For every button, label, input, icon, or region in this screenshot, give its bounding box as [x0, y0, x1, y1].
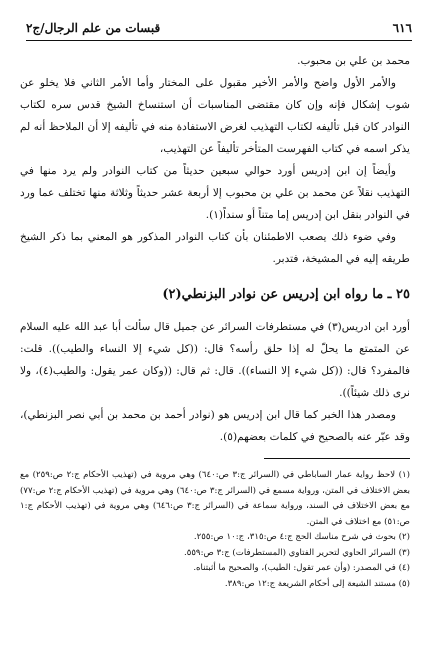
footnote: (٥) مستند الشيعة إلى أحكام الشريعة ج:١٢ ص:٣٨٩. [224, 578, 410, 589]
paragraph: محمد بن علي بن محبوب. [297, 55, 410, 67]
paragraph: وفي ضوء ذلك يصعب الاطمئنان بأن كتاب النوادر المذكور هو المعني بما ذكر الشيخ طريقه إليه في المشيخة، فتدبر. [20, 231, 410, 265]
footnote: (٢) بحوث في شرح مناسك الحج ج:٤ ص:٣١٥، ج:١٠ ص:٢٥٥. [193, 532, 410, 542]
paragraph: أورد ابن ادريس(٣) في مستطرفات السرائر عن جميل قال سألت أبا عبد الله عليه السلام عن المتمتع ما يحلّ له إذا حلق رأسه؟ قال: ((كل شيء إلا النساء والطيب)). قلت: فالمفرد؟ قال: ((كل شيء إلا النساء)). قال: ثم قال: ((وكان عمر يقول: والطيب(٤)، ولا نرى ذلك شيئاً)). [20, 321, 411, 399]
running-title: قبسات من علم الرجال/ج٢ [26, 21, 161, 35]
footnotes [20, 468, 410, 592]
footnote-divider [264, 458, 410, 459]
footnote: (٤) في المصدر: (وأن عمر تقول: الطيب)، والصحيح ما أثبتناه. [193, 563, 410, 573]
section-heading: ٢٥ ـ ما رواه ابن إدريس عن نوادر البزنطي(٢) [162, 287, 410, 302]
footnote: (١) لاحظ رواية عمار الساباطي في (السرائر ج:٣ ص:٦٤٠) وهي مروية في (تهذيب الأحكام ج:٢ ص:٢٥٩) مع بعض الاختلاف في المتن، ورواية مسمع في (السرائر ج:٣ ص:٦٤٠) وهي مروية في (تهذيب الأحكام ج:٢ ص:٧٧) مع بعض الاختلاف في السند، ورواية سماعة في (السرائر ج:٣ ص:٦٤٦) وهي مروية في (تهذيب الأحكام ج:١ ص:٥١) مع اختلاف في المتن. [20, 470, 410, 527]
page-number: ٦١٦ [392, 21, 412, 35]
paragraph: ومصدر هذا الخبر كما قال ابن إدريس هو (نوادر أحمد بن محمد بن أبي نصر البزنطي)، وقد عبّر عنه بالصحيح في كلمات بعضهم(٥). [20, 409, 410, 443]
main-text [20, 50, 410, 448]
paragraph: والأمر الأول واضح والأمر الأخير مقبول على المختار وأما الأمر الثاني فلا يخلو عن شوب إشكال فإنه وإن كان مقتضى المناسبات أن استنساخ الشيخ قدس سره لكتاب النوادر كان قبل تأليفه لكتاب التهذيب لغرض الاستفادة منه في تأليفه إلا أن الملاحظ أنه لم يذكر اسمه في كتاب الفهرست المتأخر تأليفاً عن التهذيب، [20, 77, 410, 155]
paragraph: وأيضاً إن ابن إدريس أورد حوالي سبعين حديثاً من كتاب النوادر ولم يرد منها في التهذيب نقلاً عن محمد بن علي بن محبوب إلا أربعة عشر حديثاً وثلاثة منها تختلف عما ورد في النوادر بنقل ابن إدريس إما متناً أو سنداً(١). [20, 165, 410, 221]
header-divider [26, 40, 412, 41]
page-header [26, 16, 412, 40]
footnote: (٣) السرائر الحاوي لتحرير الفتاوي (المستطرفات) ج:٣ ص:٥٥٩. [183, 547, 410, 558]
